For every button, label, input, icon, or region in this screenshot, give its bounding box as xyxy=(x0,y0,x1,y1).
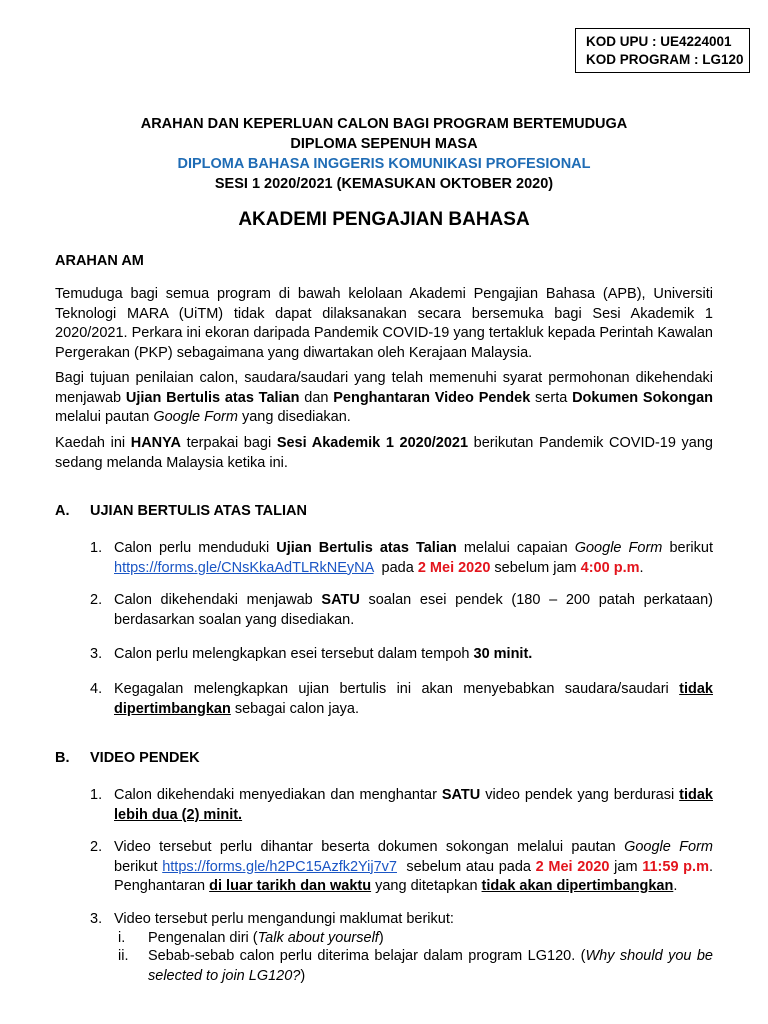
section-a-title: UJIAN BERTULIS ATAS TALIAN xyxy=(90,503,307,519)
header-line-1: ARAHAN DAN KEPERLUAN CALON BAGI PROGRAM BERTEMUDUGA xyxy=(140,116,628,132)
document-header xyxy=(0,114,768,194)
program-code-box xyxy=(575,28,750,73)
section-b-item-3: 3. Video tersebut perlu mengandungi maklumat berikut: xyxy=(90,911,454,927)
section-a-letter: A. xyxy=(55,503,70,519)
section-b-item-3-sub-2: ii. Sebab-sebab calon perlu diterima belajar dalam program LG120. (Why should you be selected to join LG120?) xyxy=(118,948,713,984)
arahan-am-heading: ARAHAN AM xyxy=(55,253,144,269)
section-b-item-3-sub-1: i. Pengenalan diri (Talk about yourself) xyxy=(118,930,384,946)
section-a-item-4: 4. Kegagalan melengkapkan ujian bertulis ini akan menyebabkan saudara/saudari tidak dipertimbangkan sebagai calon jaya. xyxy=(90,681,713,717)
academy-title: AKADEMI PENGAJIAN BAHASA xyxy=(238,209,530,230)
kod-program: KOD PROGRAM : LG120 xyxy=(586,52,744,67)
arahan-am-paragraph-2: Bagi tujuan penilaian calon, saudara/saudari yang telah memenuhi syarat permohonan dikehendaki menjawab Ujian Bertulis atas Talian dan Penghantaran Video Pendek serta Dokumen Sokongan melalui pautan Google Form yang disediakan. xyxy=(55,370,714,425)
section-b-heading xyxy=(55,750,200,766)
header-line-2: DIPLOMA SEPENUH MASA xyxy=(290,136,478,152)
section-b-item-1: 1. Calon dikehendaki menyediakan dan menghantar SATU video pendek yang berdurasi tidak lebih dua (2) minit. xyxy=(90,787,713,823)
written-test-form-link[interactable]: https://forms.gle/CNsKkaAdTLRkNEyNA xyxy=(114,559,374,576)
section-a-item-3: 3. Calon perlu melengkapkan esei tersebut dalam tempoh 30 minit. xyxy=(90,646,533,662)
section-a-item-1: 1. Calon perlu menduduki Ujian Bertulis atas Talian melalui capaian Google Form berikut https://forms.gle/CNsKkaAdTLRkNEyNA pada 2 Mei 2020 sebelum jam 4:00 p.m. xyxy=(90,540,713,576)
video-form-link[interactable]: https://forms.gle/h2PC15Azfk2Yij7v7 xyxy=(162,858,397,875)
section-b-title: VIDEO PENDEK xyxy=(90,750,200,766)
kod-upu: KOD UPU : UE4224001 xyxy=(586,34,732,49)
session-line: SESI 1 2020/2021 (KEMASUKAN OKTOBER 2020) xyxy=(214,176,554,192)
section-b-letter: B. xyxy=(55,750,70,766)
arahan-am-paragraph-1: Temuduga bagi semua program di bawah kelolaan Akademi Pengajian Bahasa (APB), Universiti Teknologi MARA (UiTM) tidak dapat dilaksanakan secara bersemuka bagi Sesi Akademik 1 2020/2021. Perkara ini ekoran daripada Pandemik COVID-19 yang tertakluk kepada Perintah Kawalan Pergerakan (PKP) sebagaimana yang diwartakan oleh Kerajaan Malaysia. xyxy=(55,286,713,361)
program-name: DIPLOMA BAHASA INGGERIS KOMUNIKASI PROFESIONAL xyxy=(177,156,591,172)
section-a-item-2: 2. Calon dikehendaki menjawab SATU soalan esei pendek (180 – 200 patah perkataan) berdasarkan soalan yang disediakan. xyxy=(90,592,713,628)
section-b-item-2: 2. Video tersebut perlu dihantar beserta dokumen sokongan melalui pautan Google Form berikut https://forms.gle/h2PC15Azfk2Yij7v7 sebelum atau pada 2 Mei 2020 jam 11:59 p.m. Penghantaran di luar tarikh dan waktu yang ditetapkan tidak akan dipertimbangkan. xyxy=(90,839,713,894)
arahan-am-paragraph-3: Kaedah ini HANYA terpakai bagi Sesi Akademik 1 2020/2021 berikutan Pandemik COVID-19 yang sedang melanda Malaysia ketika ini. xyxy=(55,435,713,471)
section-a-heading xyxy=(55,503,307,519)
